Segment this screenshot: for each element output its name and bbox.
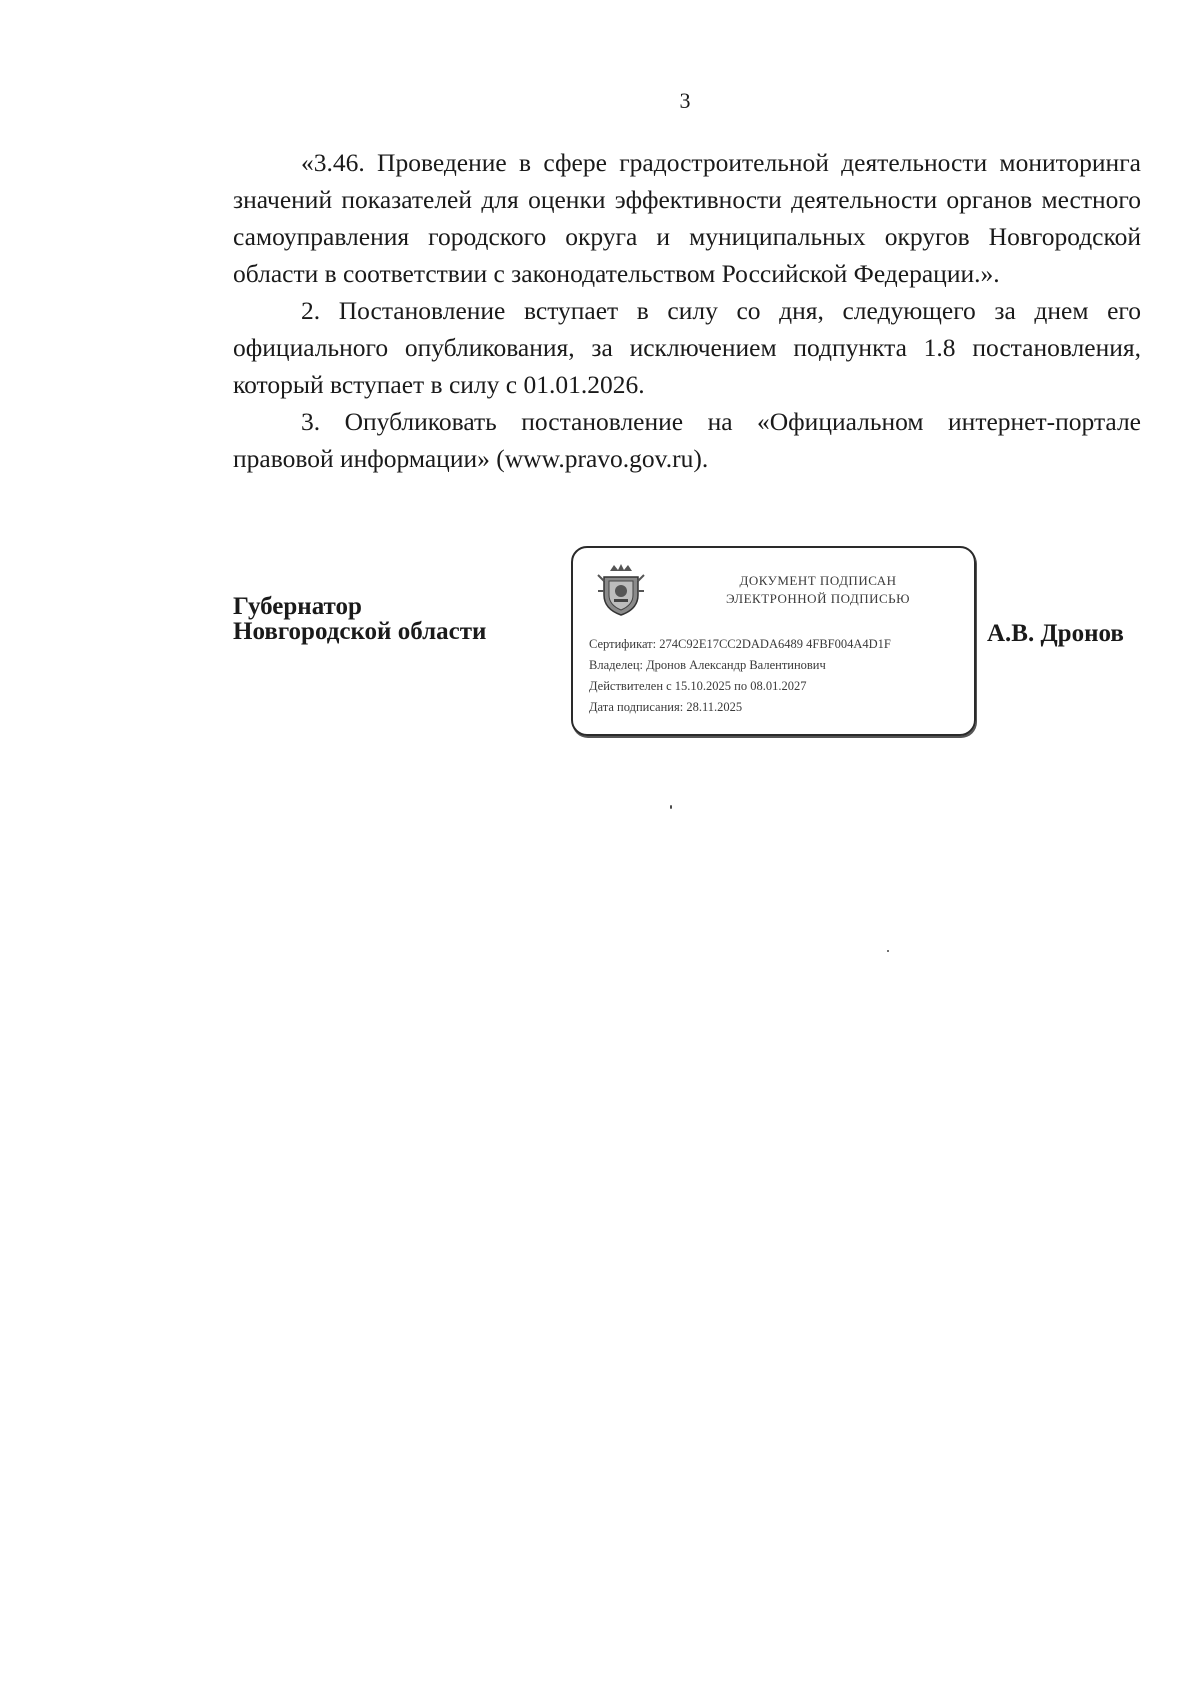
paragraph-effective-date: 2. Постановление вступает в силу со дня, следующего за днем его официального опубликования, за исключением подпункта 1.8 постановления, который вступает в силу с 01.01.2026.	[233, 296, 1141, 399]
stamp-owner: Владелец: Дронов Александр Валентинович	[589, 658, 826, 672]
stamp-details	[589, 634, 891, 718]
signatory-title-line2: Новгородской области	[233, 618, 487, 645]
stamp-validity: Действителен с 15.10.2025 по 08.01.2027	[589, 679, 807, 693]
stamp-certificate: Сертификат: 274C92E17CC2DADA6489 4FBF004A4D1F	[589, 637, 891, 651]
paragraph-publication: 3. Опубликовать постановление на «Официальном интернет-портале правовой информации» (www.pravo.gov.ru).	[233, 407, 1141, 473]
paragraph-clause-3-46: «3.46. Проведение в сфере градостроительной деятельности мониторинга значений показателей для оценки эффективности деятельности органов местного самоуправления городского округа и муниципальных округов Новгородской области в соответствии с законодательством Российской Федерации.».	[233, 148, 1141, 288]
page-number: 3	[679, 88, 691, 113]
scan-speck	[670, 805, 672, 809]
stamp-heading-line2: ЭЛЕКТРОННОЙ ПОДПИСЬЮ	[726, 591, 910, 606]
signatory-title-line1: Губернатор	[233, 593, 362, 620]
document-body	[233, 144, 1141, 477]
signatory-title	[233, 594, 486, 644]
coat-of-arms-icon	[596, 561, 646, 617]
stamp-signed-date: Дата подписания: 28.11.2025	[589, 700, 743, 714]
stamp-heading	[683, 572, 953, 608]
signatory-name: А.В. Дронов	[987, 620, 1124, 647]
electronic-signature-stamp	[571, 546, 976, 736]
scan-speck	[887, 950, 889, 952]
stamp-heading-line1: ДОКУМЕНТ ПОДПИСАН	[739, 573, 897, 588]
